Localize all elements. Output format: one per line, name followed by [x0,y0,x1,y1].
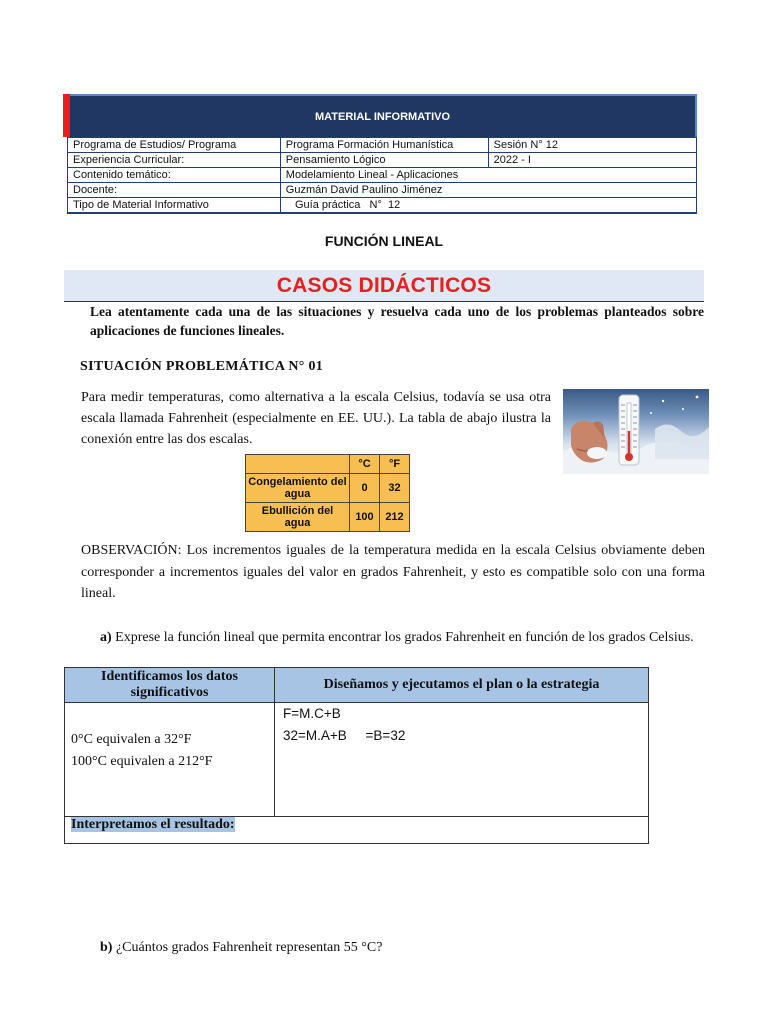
page-title: FUNCIÓN LINEAL [324,233,444,249]
table-header-celsius: °C [350,455,380,474]
table-row [65,703,649,817]
question-b-text: ¿Cuántos grados Fahrenheit representan 55 °C? [115,940,383,955]
situation-paragraph: Para medir temperaturas, como alternativa a la escala Celsius, todavía se usa otra escala llamada Fahrenheit (especialmente en EE. UU.). La tabla de abajo ilustra la conexión entre las dos escalas. [81,390,551,447]
header-row [68,138,697,153]
table-row [246,474,410,503]
header-cell: Guía práctica N° 12 [280,198,696,213]
section-band [64,270,704,302]
table-cell: Ebullición del agua [246,503,350,532]
header-cell: Modelamiento Lineal - Aplicaciones [280,168,696,183]
question-a [100,627,706,648]
table-header-fahrenheit: °F [380,455,410,474]
header-row [68,168,697,183]
header-banner [70,94,697,137]
header-cell: Contenido temático: [68,168,281,183]
table-row [246,503,410,532]
observation-text: OBSERVACIÓN: Los incrementos iguales de la temperatura medida en la escala Celsius obviamente deben corresponder a incrementos iguales del valor en grados Fahrenheit, y esto es compatible solo con una forma lineal. [81,543,705,601]
interpret-label: Interpretamos el resultado: [71,817,235,832]
work-header-left: Identificamos los datos significativos [65,668,275,703]
work-table [64,667,649,844]
interpret-cell[interactable] [65,817,649,844]
data-line: 0°C equivalen a 32°F [71,732,192,747]
header-cell: Tipo de Material Informativo [68,198,281,213]
banner-title: MATERIAL INFORMATIVO [314,110,451,123]
question-b-label: b) [100,940,113,955]
work-plan-cell[interactable] [275,703,649,817]
header-cell: Experiencia Curricular: [68,153,281,168]
table-cell: 0 [350,474,380,503]
thermometer-in-snow-icon [563,389,709,474]
temperature-table [245,454,410,532]
table-row [65,668,649,703]
header-row [68,198,697,213]
header-cell: 2022 - I [488,153,696,168]
plan-line: F=M.C+B [283,706,341,721]
header-row [68,153,697,168]
intro-text: Lea atentamente cada una de las situaciones y resuelva cada uno de los problemas planteados sobre aplicaciones de funciones lineales. [90,304,704,338]
data-line: 100°C equivalen a 212°F [71,754,213,769]
header-cell: Sesión N° 12 [488,138,696,153]
header-cell: Docente: [68,183,281,198]
header-cell: Guzmán David Paulino Jiménez [280,183,696,198]
situation-title: SITUACIÓN PROBLEMÁTICA N° 01 [80,359,324,374]
table-cell [246,455,350,474]
header-info-table [67,137,697,213]
header-row [68,183,697,198]
section-title: CASOS DIDÁCTICOS [276,273,492,297]
question-b [100,940,382,956]
question-a-text: Exprese la función lineal que permita encontrar los grados Fahrenheit en función de los grados Celsius. [115,630,694,645]
thermometer-photo [563,389,709,474]
table-row [65,817,649,844]
work-header-right: Diseñamos y ejecutamos el plan o la estrategia [275,668,649,703]
header-cell: Programa Formación Humanística [280,138,488,153]
header-divider [67,212,697,214]
table-cell: Congelamiento del agua [246,474,350,503]
table-cell: 100 [350,503,380,532]
table-cell: 212 [380,503,410,532]
header-cell: Programa de Estudios/ Programa [68,138,281,153]
question-a-label: a) [100,630,112,645]
table-cell: 32 [380,474,410,503]
header-accent-bar [63,94,70,137]
document-header [63,94,697,214]
header-cell: Pensamiento Lógico [280,153,488,168]
table-row [246,455,410,474]
work-data-cell[interactable] [65,703,275,817]
plan-line: 32=M.A+B =B=32 [283,728,406,743]
